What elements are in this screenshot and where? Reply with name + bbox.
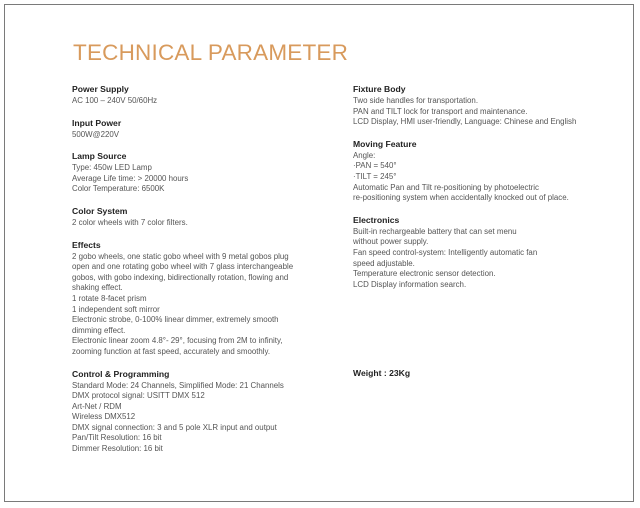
spec-line: Temperature electronic sensor detection. [353,269,496,279]
spec-line: Electronic strobe, 0-100% linear dimmer, extremely smooth [72,315,279,325]
spec-line: speed adjustable. [353,258,415,268]
page-title: TECHNICAL PARAMETER [73,40,349,65]
spec-line: dimming effect. [72,325,126,335]
spec-line: shaking effect. [72,283,123,293]
section-heading: Control & Programming [72,368,170,379]
spec-line: Electronic linear zoom 4.8°- 29°, focusing from 2M to infinity, [72,336,283,346]
spec-line: 1 rotate 8-facet prism [72,293,147,303]
spec-line: zooming function at fast speed, accurately and smoothly. [72,346,271,356]
spec-line: Wireless DMX512 [72,412,136,422]
spec-line: 500W@220V [72,129,120,139]
left-column [72,84,334,466]
section-heading: Electronics [353,214,400,225]
spec-line: Standard Mode: 24 Channels, Simplified Mode: 21 Channels [72,380,284,390]
section-heading: Color System [72,205,128,216]
weight-label: Weight : 23Kg [353,368,411,378]
right-column [353,84,615,301]
spec-line: LCD Display, HMI user-friendly, Language: Chinese and English [353,117,577,127]
electronics-section [353,215,615,291]
section-heading: Effects [72,239,101,250]
spec-line: DMX protocol signal: USITT DMX 512 [72,391,205,401]
spec-line: Built-in rechargeable battery that can set menu [353,226,517,236]
spec-line: Dimmer Resolution: 16 bit [72,444,163,454]
input-power-section [72,118,334,141]
spec-line: LCD Display information search. [353,279,467,289]
spec-line: Average Life time: > 20000 hours [72,173,189,183]
spec-line: Angle: [353,150,376,160]
lamp-source-section [72,151,334,195]
power-supply-section [72,84,334,107]
section-heading: Power Supply [72,84,129,94]
fixture-body-section [353,84,615,128]
spec-line: ·TILT = 245° [353,171,397,181]
section-heading: Moving Feature [353,138,417,149]
spec-line: open and one rotating gobo wheel with 7 glass interchangeable [72,262,294,272]
spec-line: PAN and TILT lock for transport and maintenance. [353,106,528,116]
section-heading: Input Power [72,117,122,128]
spec-line: 2 color wheels with 7 color filters. [72,217,188,227]
effects-section [72,240,334,358]
spec-line: DMX signal connection: 3 and 5 pole XLR input and output [72,422,277,432]
spec-line: re-positioning system when accidentally knocked out of place. [353,193,569,203]
spec-line: Color Temperature: 6500K [72,184,165,194]
control-programming-section [72,369,334,455]
spec-line: Type: 450w LED Lamp [72,163,152,173]
spec-line: 2 gobo wheels, one static gobo wheel with 9 metal gobos plug [72,251,289,261]
spec-line: AC 100 – 240V 50/60Hz [72,96,158,105]
spec-line: without power supply. [353,237,429,247]
section-heading: Fixture Body [353,84,406,94]
moving-feature-section [353,139,615,204]
spec-line: Fan speed control-system: Intelligently automatic fan [353,247,538,257]
color-system-section [72,206,334,229]
spec-line: Art-Net / RDM [72,401,122,411]
section-heading: Lamp Source [72,151,127,162]
spec-line: Two side handles for transportation. [353,96,479,105]
spec-line: Automatic Pan and Tilt re-positioning by photoelectric [353,182,539,192]
spec-line: 1 independent soft mirror [72,304,160,314]
spec-line: gobos, with gobo indexing, bidirectionally rotation, flowing and [72,272,289,282]
spec-line: ·PAN = 540° [353,161,397,171]
spec-line: Pan/Tilt Resolution: 16 bit [72,433,162,443]
